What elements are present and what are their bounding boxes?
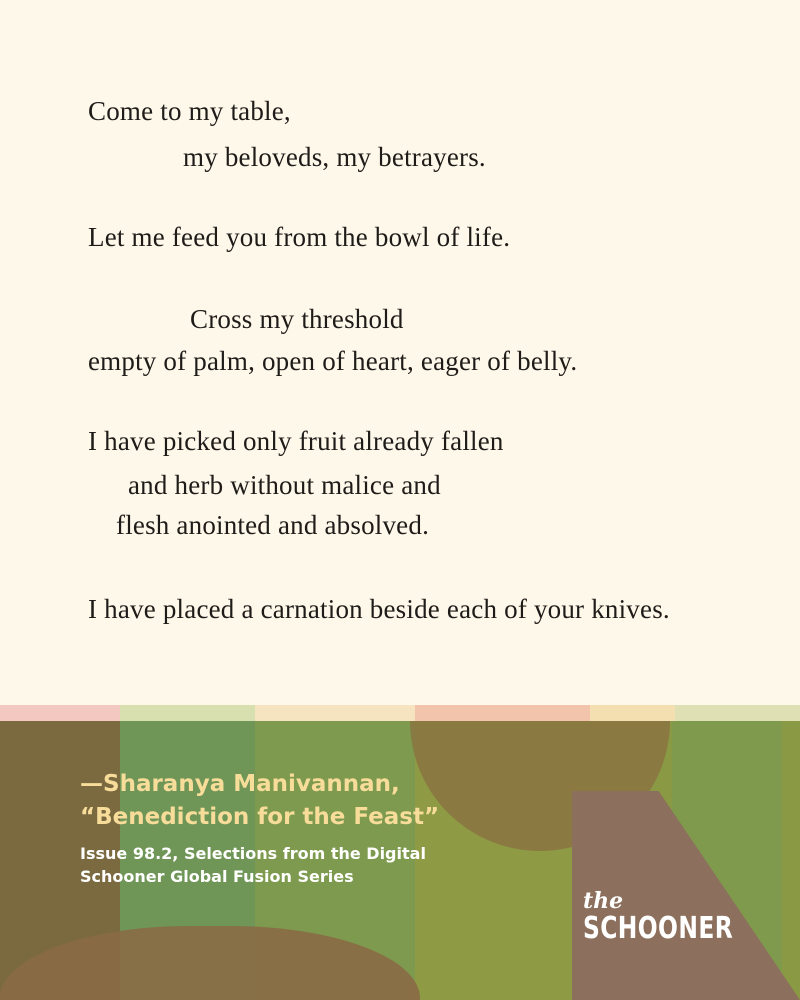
color-strip <box>0 705 800 721</box>
poem-title: “Benediction for the Feast” <box>80 804 440 830</box>
logo-the-text: the <box>583 888 624 914</box>
poem-line: and herb without malice and <box>128 470 441 500</box>
schooner-logo <box>583 890 775 946</box>
poem-line: my beloveds, my betrayers. <box>183 142 486 172</box>
poem-line: Let me feed you from the bowl of life. <box>88 222 511 252</box>
poem-line: I have picked only fruit already fallen <box>88 426 504 456</box>
poem-line: flesh anointed and absolved. <box>116 510 430 540</box>
issue-info <box>80 842 426 888</box>
author-name: —Sharanya Manivannan, <box>80 771 400 797</box>
issue-line: Issue 98.2, Selections from the Digital <box>80 844 426 863</box>
author-attribution <box>80 768 439 834</box>
poem-line: I have placed a carnation beside each of your knives. <box>88 594 670 624</box>
poem-line: Come to my table, <box>88 96 291 126</box>
poem-line: empty of palm, open of heart, eager of belly. <box>88 346 578 376</box>
logo-name-text: SCHOONER <box>583 911 734 946</box>
poem-line: Cross my threshold <box>190 304 404 334</box>
series-line: Schooner Global Fusion Series <box>80 867 354 886</box>
